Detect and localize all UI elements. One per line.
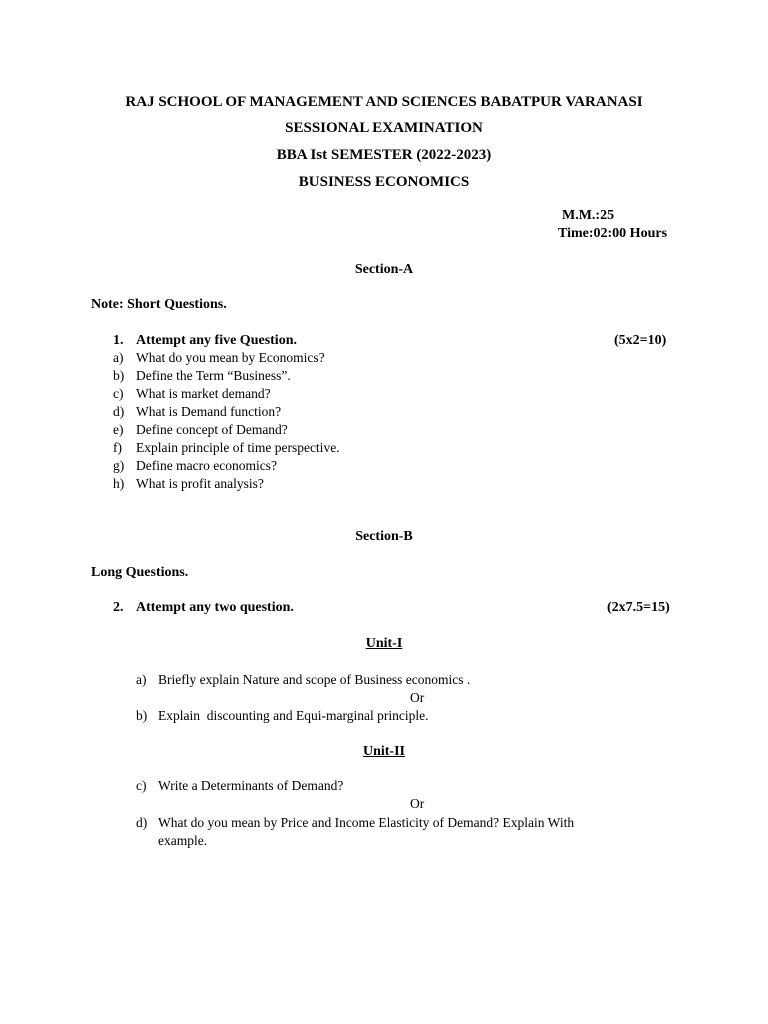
exam-title: SESSIONAL EXAMINATION xyxy=(285,120,483,136)
section-a-note: Note: Short Questions. xyxy=(91,297,227,312)
section-a-item-marker: g) xyxy=(113,458,125,473)
section-a-item-text: What is Demand function? xyxy=(136,404,282,419)
unit-1-item-a-text: Briefly explain Nature and scope of Business economics . xyxy=(158,672,471,687)
section-a-item-text: What do you mean by Economics? xyxy=(136,350,325,365)
section-a-item-text: Define the Term “Business”. xyxy=(136,368,291,383)
unit-2-title: Unit-II xyxy=(362,744,405,759)
max-marks: M.M.:25 xyxy=(562,208,615,223)
section-b-note: Long Questions. xyxy=(91,565,189,580)
unit-2-item-d-text-line2: example. xyxy=(158,833,208,848)
unit-1-item-a-marker: a) xyxy=(136,672,147,687)
section-b-title: Section-B xyxy=(355,529,413,544)
q1-marks: (5x2=10) xyxy=(614,333,667,348)
unit-2-item-d-text-line1: What do you mean by Price and Income Elasticity of Demand? Explain With xyxy=(158,815,575,830)
q2-marks: (2x7.5=15) xyxy=(607,600,670,615)
unit-2-item-c-text: Write a Determinants of Demand? xyxy=(158,778,344,793)
section-a-item-text: What is market demand? xyxy=(136,386,271,401)
section-a-item-marker: h) xyxy=(113,476,125,491)
section-a-item-marker: a) xyxy=(113,350,124,365)
q2-number: 2. xyxy=(113,600,124,615)
section-a-item-marker: b) xyxy=(113,368,125,383)
section-a-item-marker: f) xyxy=(113,440,122,455)
section-a-item-marker: d) xyxy=(113,404,125,419)
school-name: RAJ SCHOOL OF MANAGEMENT AND SCIENCES BABATPUR VARANASI xyxy=(125,94,643,110)
unit-2-item-d-marker: d) xyxy=(136,815,148,830)
unit-2-item-c-marker: c) xyxy=(136,778,147,793)
exam-time: Time:02:00 Hours xyxy=(558,226,668,241)
unit-1-item-b-marker: b) xyxy=(136,708,148,723)
section-a-item-text: What is profit analysis? xyxy=(136,476,264,491)
unit-2-or: Or xyxy=(410,796,425,811)
section-a-item-text: Define macro economics? xyxy=(136,458,277,473)
q1-number: 1. xyxy=(113,333,124,348)
subject-title: BUSINESS ECONOMICS xyxy=(298,174,470,190)
section-a-item-marker: e) xyxy=(113,422,124,437)
section-a-item-text: Define concept of Demand? xyxy=(136,422,288,437)
section-a-title: Section-A xyxy=(354,262,414,277)
semester-title: BBA Ist SEMESTER (2022-2023) xyxy=(276,147,492,163)
unit-1-title: Unit-I xyxy=(365,636,403,651)
q2-instruction: Attempt any two question. xyxy=(136,600,294,615)
section-a-item-text: Explain principle of time perspective. xyxy=(136,440,340,455)
section-a-item-marker: c) xyxy=(113,386,124,401)
unit-1-or: Or xyxy=(410,690,425,705)
unit-1-item-b-text: Explain discounting and Equi-marginal principle. xyxy=(158,708,429,723)
q1-instruction: Attempt any five Question. xyxy=(136,333,297,348)
